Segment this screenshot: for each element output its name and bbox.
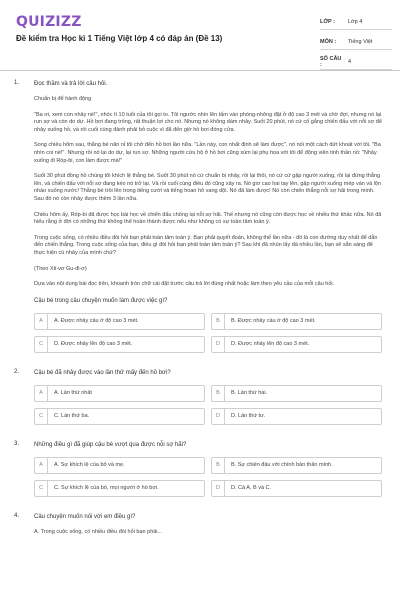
instructions: Dựa vào nội dung bài đọc trên, khoanh tròn chữ cái đặt trước câu trả lời đúng nhất hoặc làm theo yêu cầu của mỗi câu hỏi. [34, 281, 335, 288]
passage-paragraph: Trong cuộc sống, có nhiều điều đòi hỏi bạn phải toàn tâm toàn ý. Bạn phải quyết đoán, không thể lần nữa - đó là con đường duy nhất để dẫn đến chiến thắng. Trong cuộc sống của bạn, điều gì đòi hỏi bạn phải toàn tâm toàn ý? Sau khi đã nhún lấy đà nhiều lần, bạn sẽ sẵn sàng để thực hiện cú nhảy của mình chứ? [34, 234, 378, 256]
option-letter: B [212, 386, 225, 401]
option-text: D. Được nhảy lên độ cao 3 mét. [54, 341, 133, 348]
question-text: Những điều gì đã giúp cậu bé vượt qua được nỗi sợ hãi? [34, 441, 187, 448]
answer-option-b[interactable] [211, 457, 382, 474]
answer-option-d[interactable] [211, 408, 382, 425]
worksheet-title: Đề kiểm tra Học kì 1 Tiếng Việt lớp 4 có đáp án (Đề 13) [16, 34, 223, 43]
option-letter: B [212, 314, 225, 329]
option-letter: C [35, 337, 48, 352]
question-list [0, 80, 400, 544]
passage-source: (Theo Xti-vơ Gu-đi-ơ) [34, 265, 87, 272]
answer-option-a[interactable] [34, 385, 205, 402]
option-text: B. Lần thứ hai. [231, 390, 268, 397]
meta-value: 4 [348, 58, 352, 65]
option-text: A. Sự khích lệ của bố và mẹ. [54, 462, 125, 469]
worksheet-header [0, 0, 400, 66]
option-text: B. Sự chiến đấu với chính bản thân mình. [231, 462, 333, 469]
option-letter: C [35, 481, 48, 496]
answer-option-c[interactable] [34, 336, 205, 353]
passage-paragraph: Song chiều hôm sau, thằng bé năn nỉ tôi chở đến hồ bơi lần nữa. "Lần này, con nhất định sẽ làm được", nó nói một cách dứt khoát với tôi. "Ba nhìn coi nè!". Nhưng rồi nó lại do dự, lại run sợ. Những người cứu hộ ở hồ bơi cũng xúm lại phụ họa với tôi để động viên tinh thần nó: "Nhảy xuống đi Róp-bi, con làm được mà!" [34, 142, 381, 164]
question-number: 3. [14, 440, 20, 447]
passage-title: Chuẩn bị để hành động [34, 96, 92, 102]
question-number: 1. [14, 80, 20, 86]
answer-options [34, 313, 382, 353]
answer-option-a[interactable] [34, 457, 205, 474]
option-letter: B [212, 458, 225, 473]
meta-value: Tiếng Việt [348, 38, 373, 45]
meta-key: MÔN : [320, 38, 337, 45]
answer-options [34, 385, 382, 425]
question-number: 2. [14, 368, 20, 375]
answer-option-d[interactable] [211, 336, 382, 353]
option-text: D. Lần thứ tư. [231, 413, 266, 420]
passage-paragraph: Suốt 30 phút đồng hồ chúng tôi khích lệ thằng bé. Suốt 30 phút nó cứ chuẩn bị nhảy, rồi lại thôi, nó cứ cứ gặp người xuống, rồi lại đứng thẳng lên, và chiến đấu với nỗi sợ đang kéo nó trở lại. Và rồi cuối cùng điều đó cũng xảy ra. Nó giơ cao hai tay lên, gập người xuống mép ván và lộn nhào xuống nước! Thằng bé trồi lên trong tiếng cười và tiếng hoan hô vang dội. Nó đã làm được! Nó còn chiến thắng nỗi sợ hãi trong mình. Sau đó nó còn nhảy được thêm 3 lần nữa. [34, 173, 382, 202]
answer-option-c[interactable] [34, 408, 205, 425]
option-text: D. Cả A, B và C. [231, 485, 272, 492]
option-text: A. Được nhảy cầu ở độ cao 3 mét. [54, 318, 139, 325]
passage-paragraph: Chiều hôm ấy, Róp-bi đã được học bài học về chiến đấu chống lại nỗi sợ hãi. Thế nhưng nó cũng còn được học về nhiều thứ khác nữa. Nó đã hiểu rằng ở đời có những thứ không thể hoàn thành được nếu như không có sự toàn tâm toàn ý. [34, 211, 382, 226]
option-letter: A [35, 386, 48, 401]
answer-option-c[interactable] [34, 480, 205, 497]
answer-options [34, 457, 382, 497]
option-text: A. Lần thứ nhất [54, 390, 92, 397]
answer-option-b[interactable] [211, 385, 382, 402]
option-text: B. Được nhảy cầu ở độ cao 3 mét. [231, 318, 316, 325]
meta-subject [320, 34, 392, 50]
option-letter: D [212, 409, 225, 424]
question-text: Cậu bé đã nhảy được vào lần thử mấy đến hồ bơi? [34, 369, 171, 376]
question-number: 4. [14, 512, 20, 519]
option-text: D. Được nhảy lên độ cao 3 mét. [231, 341, 310, 348]
answer-option-a-text: A. Trong cuộc sống, có nhiều điều đòi hỏi bạn phải... [34, 528, 163, 535]
quizizz-logo: QUIZIZZ [16, 14, 82, 30]
option-letter: D [212, 337, 225, 352]
question-text: Đọc thầm và trả lời câu hỏi. [34, 81, 108, 87]
option-letter: A [35, 458, 48, 473]
answer-option-a[interactable] [34, 313, 205, 330]
question-prompt: Cậu bé trong câu chuyện muốn làm được việc gì? [34, 297, 168, 304]
meta-value: Lớp 4 [348, 18, 363, 25]
worksheet-meta [320, 14, 392, 74]
option-letter: A [35, 314, 48, 329]
header-divider [0, 70, 400, 71]
question-1 [0, 80, 400, 353]
passage-paragraph: "Ba ơi, xem con nhảy nè!", nhóc tì 10 tuổi của tôi gọi to. Tôi ngước nhìn lên tấm ván phóng-nhông đặt ở độ cao 3 mét và chờ đợi, nhưng nó lại run sợ và còn do dự. Hồ bơi đang trống, rất thuận lợi cho nó. Nhưng nó không dám nhảy. Suốt 20 phút, nó cứ cố gắng chiến đấu với nỗi sợ để nhảy xuống hồ, và rồi cuối cùng đành phải bỏ cuộc vì đã đến giờ hồ bơi đóng cửa. [34, 111, 382, 133]
meta-grade [320, 14, 392, 30]
option-letter: C [35, 409, 48, 424]
answer-option-b[interactable] [211, 313, 382, 330]
option-text: C. Sự khích lệ của bố, mọi người ở hồ bơi. [54, 485, 159, 492]
question-text: Câu chuyện muốn nói với em điều gì? [34, 513, 136, 520]
option-letter: D [212, 481, 225, 496]
meta-key: LỚP : [320, 18, 335, 25]
meta-key: SỐ CÂU : [320, 55, 342, 68]
answer-option-d[interactable] [211, 480, 382, 497]
meta-question-count [320, 54, 392, 70]
question-3 [0, 441, 400, 497]
question-2 [0, 369, 400, 425]
question-4 [0, 513, 400, 537]
option-text: C. Lần thứ ba. [54, 413, 90, 420]
